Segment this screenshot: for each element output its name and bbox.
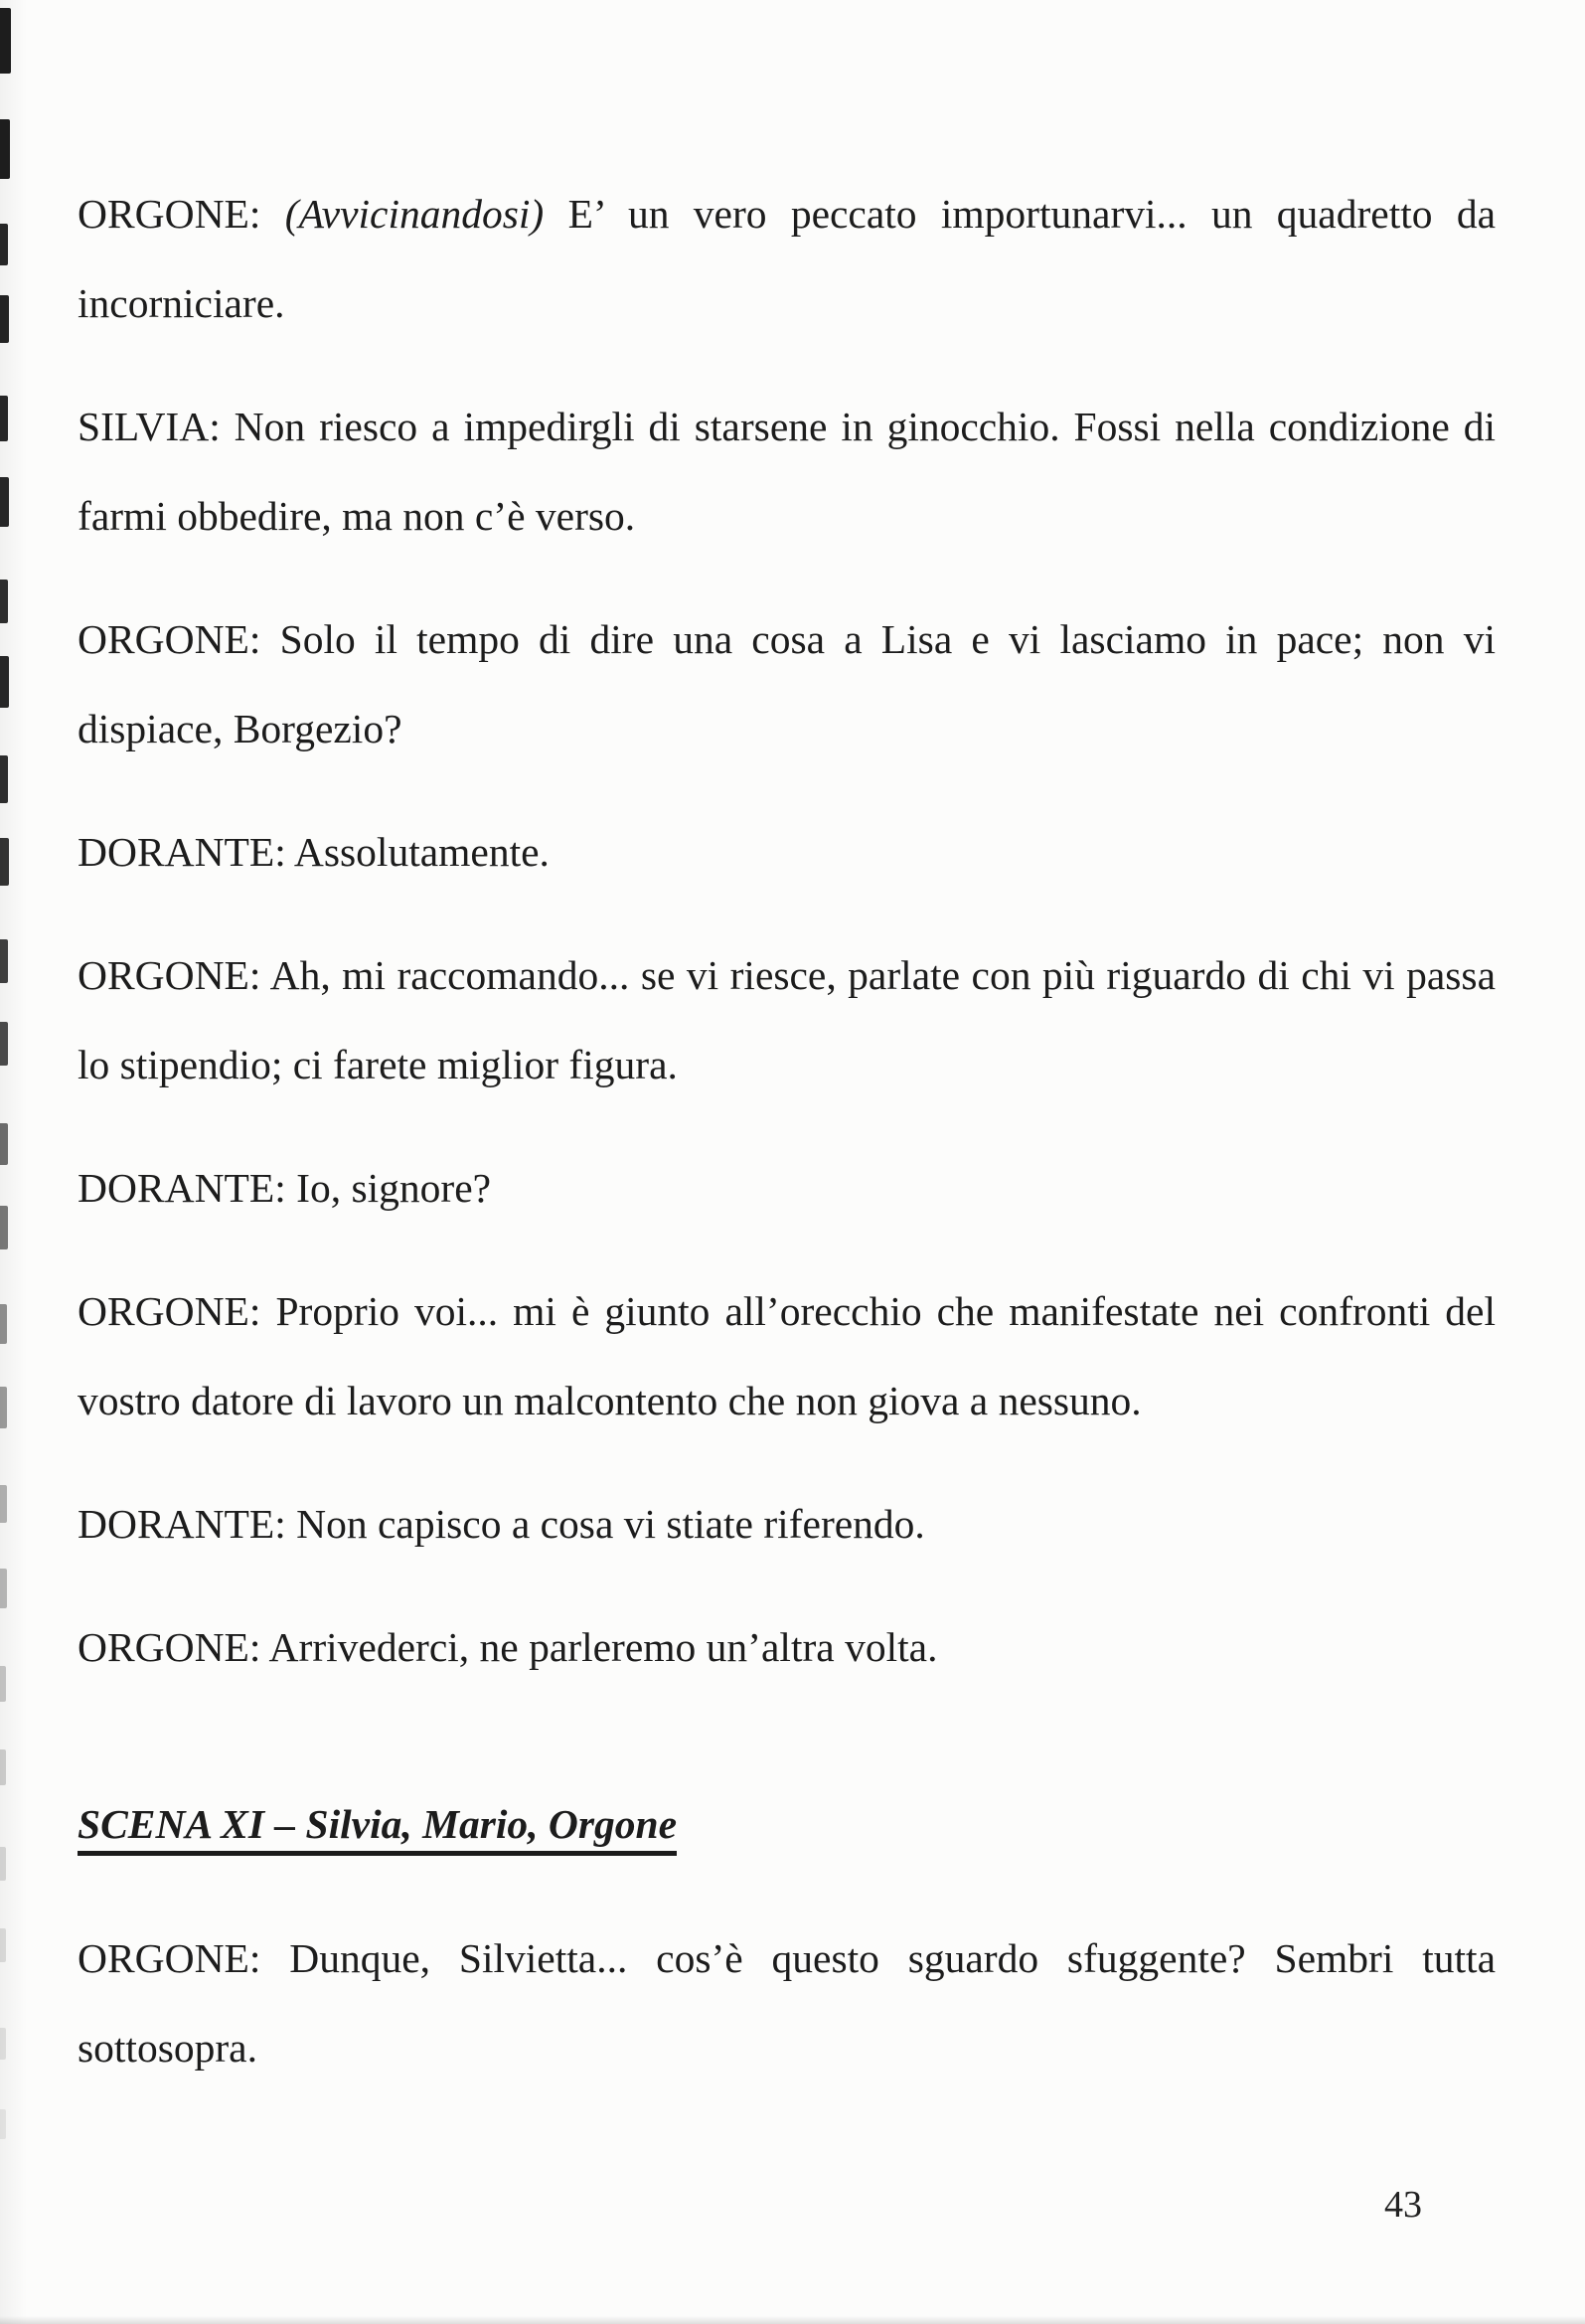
dialogue-text: Non capisco a cosa vi stiate riferendo.	[296, 1501, 925, 1547]
stage-direction: (Avvicinandosi)	[284, 191, 545, 237]
dialogue-paragraph	[78, 930, 1496, 1109]
dialogue-paragraph	[78, 594, 1496, 773]
scan-artifact-mark	[0, 396, 8, 441]
scan-artifact-mark	[0, 2028, 6, 2060]
scan-artifact-mark	[0, 1022, 8, 1066]
scan-artifact-mark	[0, 1123, 8, 1165]
speaker-name: ORGONE:	[78, 1624, 261, 1670]
scan-artifact-mark	[0, 755, 8, 803]
dialogue-text: Arrivederci, ne parleremo un’altra volta.	[268, 1624, 938, 1670]
dialogue-paragraph	[78, 169, 1496, 348]
dialogue-paragraph	[78, 1479, 1496, 1569]
dialogue-section-after-heading	[78, 1913, 1496, 2092]
scan-artifact-mark	[0, 1928, 6, 1962]
dialogue-paragraph	[78, 1143, 1496, 1233]
scan-artifact-mark	[0, 2109, 6, 2139]
scan-artifact-mark	[0, 477, 9, 527]
scan-artifact-mark	[0, 1666, 6, 1702]
scan-artifact-mark	[0, 939, 8, 983]
dialogue-section-before-heading	[78, 169, 1496, 1692]
page-number: 43	[1384, 2184, 1422, 2226]
dialogue-text: Ah, mi raccomando... se vi riesce, parlate con più riguardo di chi vi passa lo stipendio; ci farete miglior figura.	[78, 952, 1496, 1087]
scan-artifact-mark	[0, 224, 8, 265]
dialogue-text: Solo il tempo di dire una cosa a Lisa e vi lasciamo in pace; non vi dispiace, Borgezio?	[78, 616, 1497, 751]
scan-artifact-mark	[0, 119, 10, 179]
speaker-name: ORGONE:	[78, 1935, 261, 1981]
scan-artifact-mark	[0, 838, 9, 886]
dialogue-text: Proprio voi... mi è giunto all’orecchio che manifestate nei confronti del vostro datore di lavoro un malcontento che non giova a nessuno.	[78, 1288, 1497, 1423]
scan-artifact-mark	[0, 1485, 7, 1523]
dialogue-paragraph	[78, 807, 1496, 897]
script-content	[78, 169, 1496, 2126]
dialogue-text: Assolutamente.	[293, 829, 550, 875]
scan-artifact-mark	[0, 1304, 7, 1344]
scene-heading	[78, 1779, 1496, 1869]
speaker-name: ORGONE:	[78, 1288, 261, 1334]
speaker-name: ORGONE:	[78, 616, 261, 662]
speaker-name: ORGONE:	[78, 191, 261, 237]
dialogue-text: Non riesco a impedirgli di starsene in ginocchio. Fossi nella condizione di farmi obbedire, ma non c’è verso.	[78, 404, 1496, 539]
speaker-name: SILVIA:	[78, 404, 221, 449]
scan-artifact-mark	[0, 1847, 6, 1881]
scan-artifact-mark	[0, 8, 11, 74]
dialogue-text: Io, signore?	[296, 1165, 492, 1211]
scene-heading-text: SCENA XI – Silvia, Mario, Orgone	[78, 1801, 677, 1856]
scan-artifact-mark	[0, 295, 9, 343]
dialogue-paragraph	[78, 1602, 1496, 1692]
dialogue-paragraph	[78, 1913, 1496, 2092]
speaker-name: ORGONE:	[78, 952, 261, 998]
speaker-name: DORANTE:	[78, 829, 286, 875]
scan-artifact-mark	[0, 1206, 8, 1249]
speaker-name: DORANTE:	[78, 1165, 286, 1211]
speaker-name: DORANTE:	[78, 1501, 286, 1547]
scan-bottom-edge-shading	[0, 2316, 1585, 2324]
scan-artifact-mark	[0, 1387, 7, 1428]
dialogue-text: E’ un vero peccato importunarvi... un quadretto da incorniciare.	[78, 191, 1497, 326]
scan-artifact-mark	[0, 656, 9, 708]
scan-artifact-mark	[0, 1749, 6, 1785]
dialogue-paragraph	[78, 1266, 1496, 1445]
scan-artifact-mark	[0, 1569, 7, 1608]
dialogue-text: Dunque, Silvietta... cos’è questo sguardo sfuggente? Sembri tutta sottosopra.	[78, 1935, 1496, 2071]
scan-artifact-mark	[0, 580, 8, 623]
dialogue-paragraph	[78, 382, 1496, 561]
